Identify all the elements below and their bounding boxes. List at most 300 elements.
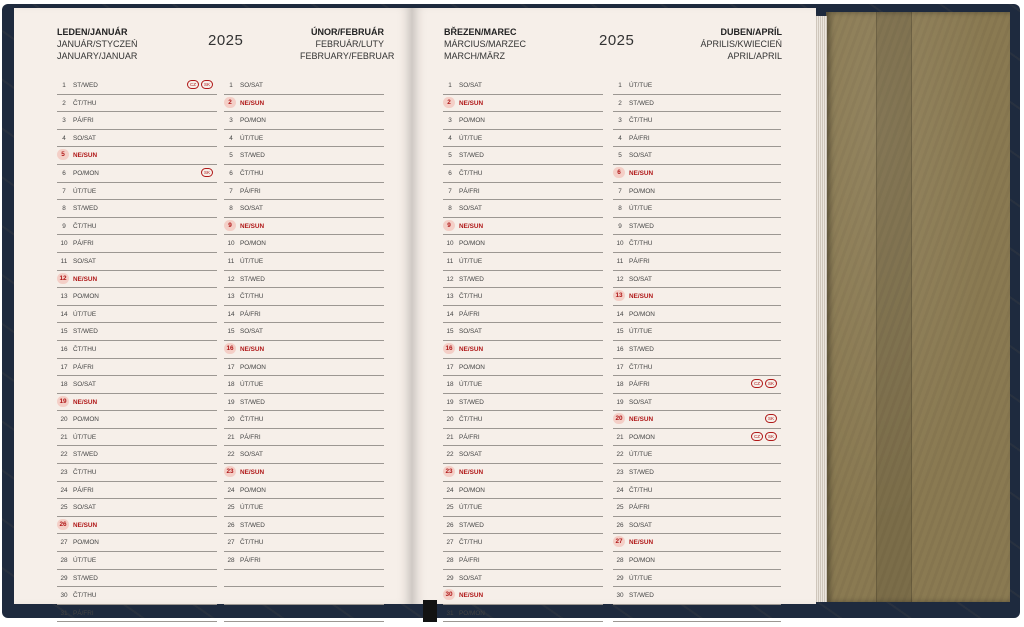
day-number: 22 [60, 451, 68, 459]
month-title: ÚNOR/FEBRUÁR [311, 27, 384, 37]
day-row [613, 271, 781, 289]
weekday-label: ČT/THU [240, 169, 264, 177]
elastic-strap [876, 12, 912, 602]
day-row [443, 323, 603, 341]
weekday-label: PÁ/FRI [240, 433, 261, 441]
day-row [443, 147, 603, 165]
day-row [224, 95, 384, 113]
day-number: 4 [618, 134, 622, 142]
weekday-label: PÁ/FRI [459, 557, 480, 565]
weekday-label: NE/SUN [240, 99, 265, 107]
day-row [57, 570, 217, 588]
day-number: 8 [62, 205, 66, 213]
weekday-label: ČT/THU [73, 99, 97, 107]
day-number: 15 [227, 328, 235, 336]
weekday-label: ÚT/TUE [240, 134, 264, 142]
day-row [224, 183, 384, 201]
day-row [57, 464, 217, 482]
weekday-label: NE/SUN [73, 398, 98, 406]
weekday-label: PO/MON [459, 363, 485, 371]
holiday-badges [201, 168, 213, 177]
weekday-label: ST/WED [73, 574, 98, 582]
day-number: 28 [616, 557, 624, 565]
weekday-label: PÁ/FRI [240, 557, 261, 565]
day-row [443, 605, 603, 623]
day-number: 18 [60, 381, 68, 389]
weekday-label: SO/SAT [459, 574, 482, 582]
weekday-label: ST/WED [629, 99, 654, 107]
day-number: 24 [616, 486, 624, 494]
day-number: 13 [227, 293, 235, 301]
weekday-label: ČT/THU [459, 539, 483, 547]
holiday-badges [765, 414, 777, 423]
day-row [57, 429, 217, 447]
day-number: 26 [227, 521, 235, 529]
weekday-label: PO/MON [73, 416, 99, 424]
day-row [613, 570, 781, 588]
day-row [57, 147, 217, 165]
month-header-january [57, 26, 138, 62]
weekday-label: PÁ/FRI [459, 310, 480, 318]
day-number: 13 [613, 290, 625, 301]
day-number: 7 [62, 187, 66, 195]
day-row [224, 587, 384, 605]
day-row [57, 411, 217, 429]
weekday-label: ST/WED [629, 592, 654, 600]
day-number: 1 [229, 82, 233, 89]
weekday-label: ÚT/TUE [240, 257, 264, 265]
day-row [224, 446, 384, 464]
day-number: 4 [62, 134, 66, 142]
day-number: 5 [448, 152, 452, 160]
day-number: 9 [62, 222, 66, 230]
weekday-label: ÚT/TUE [73, 433, 97, 441]
weekday-label: PÁ/FRI [629, 381, 650, 389]
month-subtitle: FEBRUÁR/LUTY [315, 39, 384, 49]
day-row [57, 77, 217, 95]
day-number: 3 [62, 117, 66, 125]
weekday-label: PÁ/FRI [73, 117, 94, 125]
weekday-label: ČT/THU [629, 363, 653, 371]
day-number: 13 [446, 293, 454, 301]
weekday-label: PO/MON [240, 363, 266, 371]
day-number: 16 [616, 345, 624, 353]
weekday-label: PÁ/FRI [73, 609, 94, 617]
weekday-label: ČT/THU [459, 293, 483, 301]
holiday-badge: SK [765, 432, 777, 441]
day-number: 25 [60, 504, 68, 512]
weekday-label: SO/SAT [73, 381, 96, 389]
weekday-label: PO/MON [459, 609, 485, 617]
day-number: 23 [616, 469, 624, 477]
month-header-february [300, 26, 395, 62]
day-row [57, 112, 217, 130]
day-number: 12 [227, 275, 235, 283]
day-row [443, 376, 603, 394]
weekday-label: ST/WED [459, 152, 484, 160]
day-row [613, 288, 781, 306]
day-row [224, 429, 384, 447]
day-number: 3 [618, 117, 622, 125]
day-row [57, 253, 217, 271]
day-row [224, 517, 384, 535]
holiday-badge: CZ [751, 379, 763, 388]
month-header-april [696, 26, 782, 62]
day-row [613, 218, 781, 236]
weekday-label: SO/SAT [240, 82, 263, 89]
weekday-label: ČT/THU [240, 416, 264, 424]
holiday-badge: CZ [751, 432, 763, 441]
day-row [224, 482, 384, 500]
day-row [57, 95, 217, 113]
day-row [613, 183, 781, 201]
weekday-label: NE/SUN [459, 99, 484, 107]
day-row [57, 517, 217, 535]
day-number: 5 [618, 152, 622, 160]
weekday-label: NE/SUN [629, 169, 654, 177]
day-number: 2 [618, 99, 622, 107]
day-number: 14 [446, 310, 454, 318]
day-row [613, 253, 781, 271]
weekday-label: PO/MON [73, 169, 99, 177]
day-number: 4 [229, 134, 233, 142]
day-row [443, 288, 603, 306]
day-number: 10 [616, 240, 624, 248]
day-number: 31 [446, 609, 454, 617]
day-row [613, 605, 781, 623]
day-number: 13 [60, 293, 68, 301]
weekday-label: ÚT/TUE [629, 205, 653, 213]
day-row [57, 183, 217, 201]
weekday-label: ÚT/TUE [629, 328, 653, 336]
day-number: 7 [448, 187, 452, 195]
day-row [224, 570, 384, 588]
weekday-label: PO/MON [459, 117, 485, 125]
day-number: 25 [227, 504, 235, 512]
day-row [443, 394, 603, 412]
day-number: 7 [618, 187, 622, 195]
day-row [613, 517, 781, 535]
weekday-label: SO/SAT [459, 82, 482, 89]
day-row [613, 200, 781, 218]
day-number: 8 [618, 205, 622, 213]
weekday-label: ČT/THU [459, 169, 483, 177]
weekday-label: SO/SAT [240, 205, 263, 213]
day-number: 19 [616, 398, 624, 406]
day-number: 30 [443, 589, 455, 600]
weekday-label: ST/WED [240, 521, 265, 529]
month-subtitle: FEBRUARY/FEBRUAR [300, 51, 395, 61]
holiday-badge: SK [765, 379, 777, 388]
day-row [57, 446, 217, 464]
day-number: 20 [60, 416, 68, 424]
day-number: 23 [224, 466, 236, 477]
day-row [224, 376, 384, 394]
day-row [443, 517, 603, 535]
day-number: 24 [227, 486, 235, 494]
day-row [57, 323, 217, 341]
weekday-label: SO/SAT [629, 152, 652, 160]
day-number: 6 [613, 167, 625, 178]
weekday-label: NE/SUN [73, 275, 98, 283]
month-subtitle: MÁRCIUS/MARZEC [444, 39, 527, 49]
weekday-label: ÚT/TUE [459, 134, 483, 142]
day-number: 27 [613, 536, 625, 547]
weekday-label: ST/WED [240, 275, 265, 283]
day-number: 22 [616, 451, 624, 459]
day-row [57, 130, 217, 148]
day-number: 10 [446, 240, 454, 248]
day-number: 30 [60, 592, 68, 600]
weekday-label: PÁ/FRI [73, 363, 94, 371]
day-row [443, 235, 603, 253]
day-number: 1 [618, 82, 622, 89]
month-subtitle: ÁPRILIS/KWIECIEŃ [700, 39, 782, 49]
weekday-label: ST/WED [73, 451, 98, 459]
weekday-label: PÁ/FRI [240, 187, 261, 195]
weekday-label: NE/SUN [73, 152, 98, 160]
day-row [613, 95, 781, 113]
day-row [443, 183, 603, 201]
day-row [443, 482, 603, 500]
day-row [224, 147, 384, 165]
weekday-label: PO/MON [629, 433, 655, 441]
weekday-label: ST/WED [629, 469, 654, 477]
weekday-label: SO/SAT [629, 275, 652, 283]
year-label: 2025 [599, 32, 635, 49]
year-label: 2025 [208, 32, 244, 49]
day-number: 28 [60, 557, 68, 565]
holiday-badge: SK [201, 80, 213, 89]
day-number: 16 [60, 345, 68, 353]
weekday-label: SO/SAT [73, 134, 96, 142]
day-row [224, 534, 384, 552]
day-number: 5 [229, 152, 233, 160]
day-row [57, 341, 217, 359]
day-row [613, 446, 781, 464]
weekday-label: PO/MON [629, 557, 655, 565]
weekday-label: ST/WED [73, 328, 98, 336]
weekday-label: PÁ/FRI [629, 504, 650, 512]
day-row [443, 77, 603, 95]
weekday-label: PO/MON [629, 310, 655, 318]
month-subtitle: APRIL/APRIL [727, 51, 782, 61]
weekday-label: PO/MON [240, 486, 266, 494]
day-row [443, 570, 603, 588]
day-row [613, 552, 781, 570]
month-title: LEDEN/JANUÁR [57, 27, 128, 37]
day-number: 19 [57, 396, 69, 407]
day-row [57, 359, 217, 377]
day-number: 5 [57, 149, 69, 160]
day-list-january [57, 77, 217, 622]
day-number: 3 [448, 117, 452, 125]
day-row [224, 130, 384, 148]
day-number: 10 [60, 240, 68, 248]
weekday-label: PO/MON [459, 240, 485, 248]
day-number: 29 [60, 574, 68, 582]
day-number: 19 [446, 398, 454, 406]
day-number: 22 [446, 451, 454, 459]
weekday-label: ÚT/TUE [459, 257, 483, 265]
day-row [57, 394, 217, 412]
day-row [443, 271, 603, 289]
day-row [224, 306, 384, 324]
weekday-label: PO/MON [73, 539, 99, 547]
day-number: 8 [229, 205, 233, 213]
weekday-label: SO/SAT [73, 257, 96, 265]
day-number: 18 [616, 381, 624, 389]
day-number: 18 [446, 381, 454, 389]
day-number: 30 [616, 592, 624, 600]
weekday-label: SO/SAT [240, 328, 263, 336]
day-row [613, 112, 781, 130]
day-row [57, 165, 217, 183]
day-row [57, 482, 217, 500]
day-number: 15 [446, 328, 454, 336]
day-row [57, 376, 217, 394]
day-number: 11 [446, 257, 454, 265]
day-row [443, 165, 603, 183]
weekday-label: ÚT/TUE [240, 504, 264, 512]
day-number: 9 [443, 220, 455, 231]
day-number: 17 [60, 363, 68, 371]
day-number: 20 [446, 416, 454, 424]
day-row [613, 306, 781, 324]
day-number: 16 [224, 343, 236, 354]
page-edges [815, 16, 827, 602]
weekday-label: ST/WED [459, 398, 484, 406]
day-row [613, 429, 781, 447]
day-number: 9 [618, 222, 622, 230]
day-number: 1 [448, 82, 452, 89]
day-row [613, 359, 781, 377]
holiday-badges [751, 379, 777, 388]
day-number: 23 [443, 466, 455, 477]
weekday-label: ČT/THU [629, 486, 653, 494]
day-row [224, 359, 384, 377]
day-row [443, 552, 603, 570]
weekday-label: PÁ/FRI [240, 310, 261, 318]
day-number: 27 [446, 539, 454, 547]
day-number: 21 [60, 433, 68, 441]
weekday-label: ČT/THU [73, 469, 97, 477]
day-row [224, 77, 384, 95]
weekday-label: SO/SAT [629, 398, 652, 406]
day-number: 15 [616, 328, 624, 336]
day-row [224, 235, 384, 253]
day-row [224, 165, 384, 183]
weekday-label: ST/WED [629, 222, 654, 230]
day-number: 10 [227, 240, 235, 248]
day-row [224, 552, 384, 570]
day-row [443, 429, 603, 447]
weekday-label: ST/WED [240, 398, 265, 406]
day-row [57, 200, 217, 218]
day-row [443, 218, 603, 236]
day-row [443, 306, 603, 324]
month-subtitle: JANUÁR/STYCZEŃ [57, 39, 138, 49]
day-number: 6 [62, 169, 66, 177]
day-number: 20 [613, 413, 625, 424]
day-row [57, 499, 217, 517]
day-row [613, 464, 781, 482]
weekday-label: ČT/THU [73, 222, 97, 230]
day-number: 11 [616, 257, 624, 265]
weekday-label: NE/SUN [459, 345, 484, 353]
weekday-label: SO/SAT [459, 328, 482, 336]
weekday-label: PÁ/FRI [629, 134, 650, 142]
day-row [224, 112, 384, 130]
weekday-label: ÚT/TUE [459, 381, 483, 389]
weekday-label: ÚT/TUE [73, 557, 97, 565]
day-number: 22 [227, 451, 235, 459]
day-number: 17 [227, 363, 235, 371]
day-number: 27 [60, 539, 68, 547]
day-row [613, 376, 781, 394]
day-number: 7 [229, 187, 233, 195]
holiday-badge: SK [765, 414, 777, 423]
day-row [224, 271, 384, 289]
weekday-label: PO/MON [240, 240, 266, 248]
weekday-label: ÚT/TUE [629, 451, 653, 459]
month-header-march [444, 26, 526, 62]
weekday-label: SO/SAT [240, 451, 263, 459]
weekday-label: ČT/THU [240, 293, 264, 301]
day-row [224, 341, 384, 359]
weekday-label: ČT/THU [73, 345, 97, 353]
month-subtitle: JANUARY/JANUAR [57, 51, 138, 61]
weekday-label: ČT/THU [629, 117, 653, 125]
day-row [57, 587, 217, 605]
day-number: 26 [616, 521, 624, 529]
day-number: 14 [227, 310, 235, 318]
weekday-label: NE/SUN [459, 469, 484, 477]
day-number: 24 [446, 486, 454, 494]
weekday-label: PO/MON [73, 293, 99, 301]
weekday-label: SO/SAT [73, 504, 96, 512]
day-number: 9 [224, 220, 236, 231]
day-row [613, 341, 781, 359]
weekday-label: ST/WED [73, 205, 98, 213]
weekday-label: NE/SUN [240, 222, 265, 230]
day-list-march [443, 77, 603, 622]
day-number: 15 [60, 328, 68, 336]
day-number: 26 [446, 521, 454, 529]
day-row [613, 235, 781, 253]
day-row [443, 95, 603, 113]
weekday-label: PÁ/FRI [459, 187, 480, 195]
day-number: 20 [227, 416, 235, 424]
day-number: 25 [446, 504, 454, 512]
weekday-label: PO/MON [629, 187, 655, 195]
day-row [57, 271, 217, 289]
day-number: 2 [224, 97, 236, 108]
weekday-label: PÁ/FRI [629, 257, 650, 265]
day-row [613, 587, 781, 605]
holiday-badges [187, 80, 213, 89]
weekday-label: ČT/THU [629, 240, 653, 248]
weekday-label: NE/SUN [73, 521, 98, 529]
month-title: BŘEZEN/MAREC [444, 27, 517, 37]
day-number: 14 [616, 310, 624, 318]
weekday-label: NE/SUN [240, 345, 265, 353]
day-number: 21 [616, 433, 624, 441]
day-row [613, 147, 781, 165]
weekday-label: SO/SAT [459, 205, 482, 213]
day-number: 19 [227, 398, 235, 406]
weekday-label: NE/SUN [459, 222, 484, 230]
